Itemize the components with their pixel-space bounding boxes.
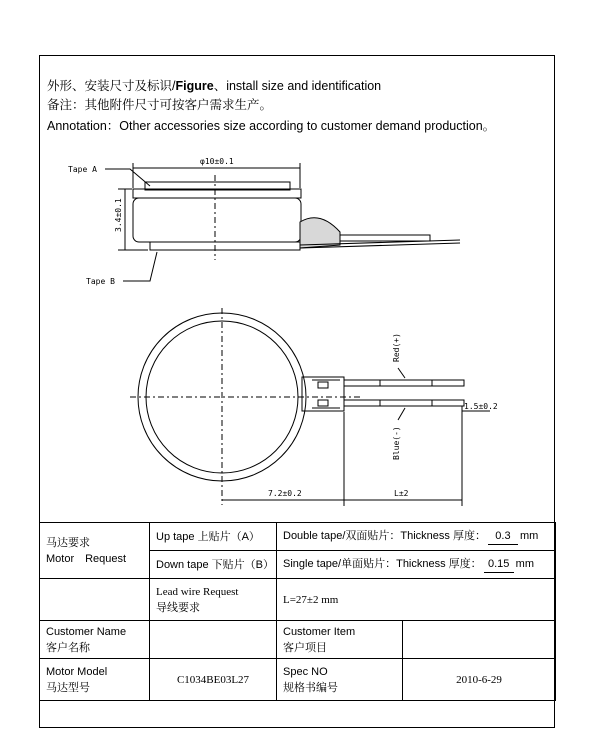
double-tape-cell [277, 523, 556, 551]
label-blue-lead: Blue(-) [392, 426, 401, 460]
spec-date: 2010-6-29 [403, 659, 556, 701]
leader-red [398, 368, 405, 378]
single-tape-unit: mm [515, 558, 534, 570]
lead-wire-value: L=27±2 mm [277, 579, 556, 621]
label-tape-a: Tape A [68, 165, 97, 174]
label-strip: 1.5±0.2 [464, 402, 498, 411]
customer-name-cn: 客户名称 [46, 641, 90, 654]
motor-request-en: Motor Request [46, 552, 127, 565]
header-figure-en: 、install size and identification [213, 79, 382, 93]
solder-pad-red [318, 382, 328, 388]
motor-model-en: Motor Model [46, 665, 108, 678]
label-diameter: φ10±0.1 [200, 157, 234, 166]
lead-red-wire [344, 380, 464, 386]
header-line-note-cn: 备注：其他附件尺寸可按客户需求生产。 [47, 98, 273, 112]
double-tape-value: 0.3 [488, 528, 518, 545]
motor-request-label [40, 523, 150, 579]
single-tape-cell [277, 551, 556, 579]
double-tape-unit: mm [519, 530, 539, 542]
customer-name-en: Customer Name [46, 625, 127, 638]
motor-model-cn: 马达型号 [46, 681, 90, 694]
empty-cell [40, 579, 150, 621]
single-tape-label: Single tape/单面贴片：Thickness 厚度： [283, 558, 482, 570]
customer-name-value [150, 621, 277, 659]
header-line-annotation: Annotation：Other accessories size according to customer demand production。 [47, 119, 496, 133]
spec-no-en: Spec NO [283, 665, 328, 678]
customer-name-label [40, 621, 150, 659]
lead-wire-en: Lead wire Request [156, 585, 239, 598]
label-tape-b: Tape B [86, 277, 115, 286]
up-tape-cell: Up tape 上贴片（A） [150, 523, 277, 551]
leader-tape-b [123, 252, 157, 281]
spec-no-label [277, 659, 403, 701]
single-tape-value: 0.15 [484, 556, 514, 573]
motor-model-value: C1034BE03L27 [150, 659, 277, 701]
leader-tape-a [105, 169, 150, 186]
header-figure-bold: Figure [175, 79, 214, 93]
label-thickness: 3.4±0.1 [114, 198, 123, 232]
motor-request-cn: 马达要求 [46, 536, 90, 549]
lead-wire-cn: 导线要求 [156, 601, 200, 614]
customer-item-label [277, 621, 403, 659]
leader-blue [398, 408, 405, 420]
label-red-lead: Red(+) [392, 333, 401, 362]
tape-b-layer [150, 242, 300, 250]
header-figure-cn: 外形、安装尺寸及标识/ [47, 79, 176, 93]
motor-request-table [39, 522, 556, 701]
solder-pad-blue [318, 400, 328, 406]
label-lead-length: L±2 [394, 489, 409, 498]
customer-item-en: Customer Item [283, 625, 356, 638]
down-tape-cell: Down tape 下贴片（B） [150, 551, 277, 579]
lead-wire-label [150, 579, 277, 621]
spec-no-cn: 规格书编号 [283, 681, 338, 694]
customer-item-value [403, 621, 556, 659]
motor-body-side [133, 198, 301, 242]
lead-blue-wire [344, 400, 464, 406]
motor-model-label [40, 659, 150, 701]
customer-item-cn: 客户项目 [283, 641, 327, 654]
lead-sleeve-side [340, 235, 430, 241]
double-tape-label: Double tape/双面贴片：Thickness 厚度： [283, 530, 486, 542]
label-radius: 7.2±0.2 [268, 489, 302, 498]
